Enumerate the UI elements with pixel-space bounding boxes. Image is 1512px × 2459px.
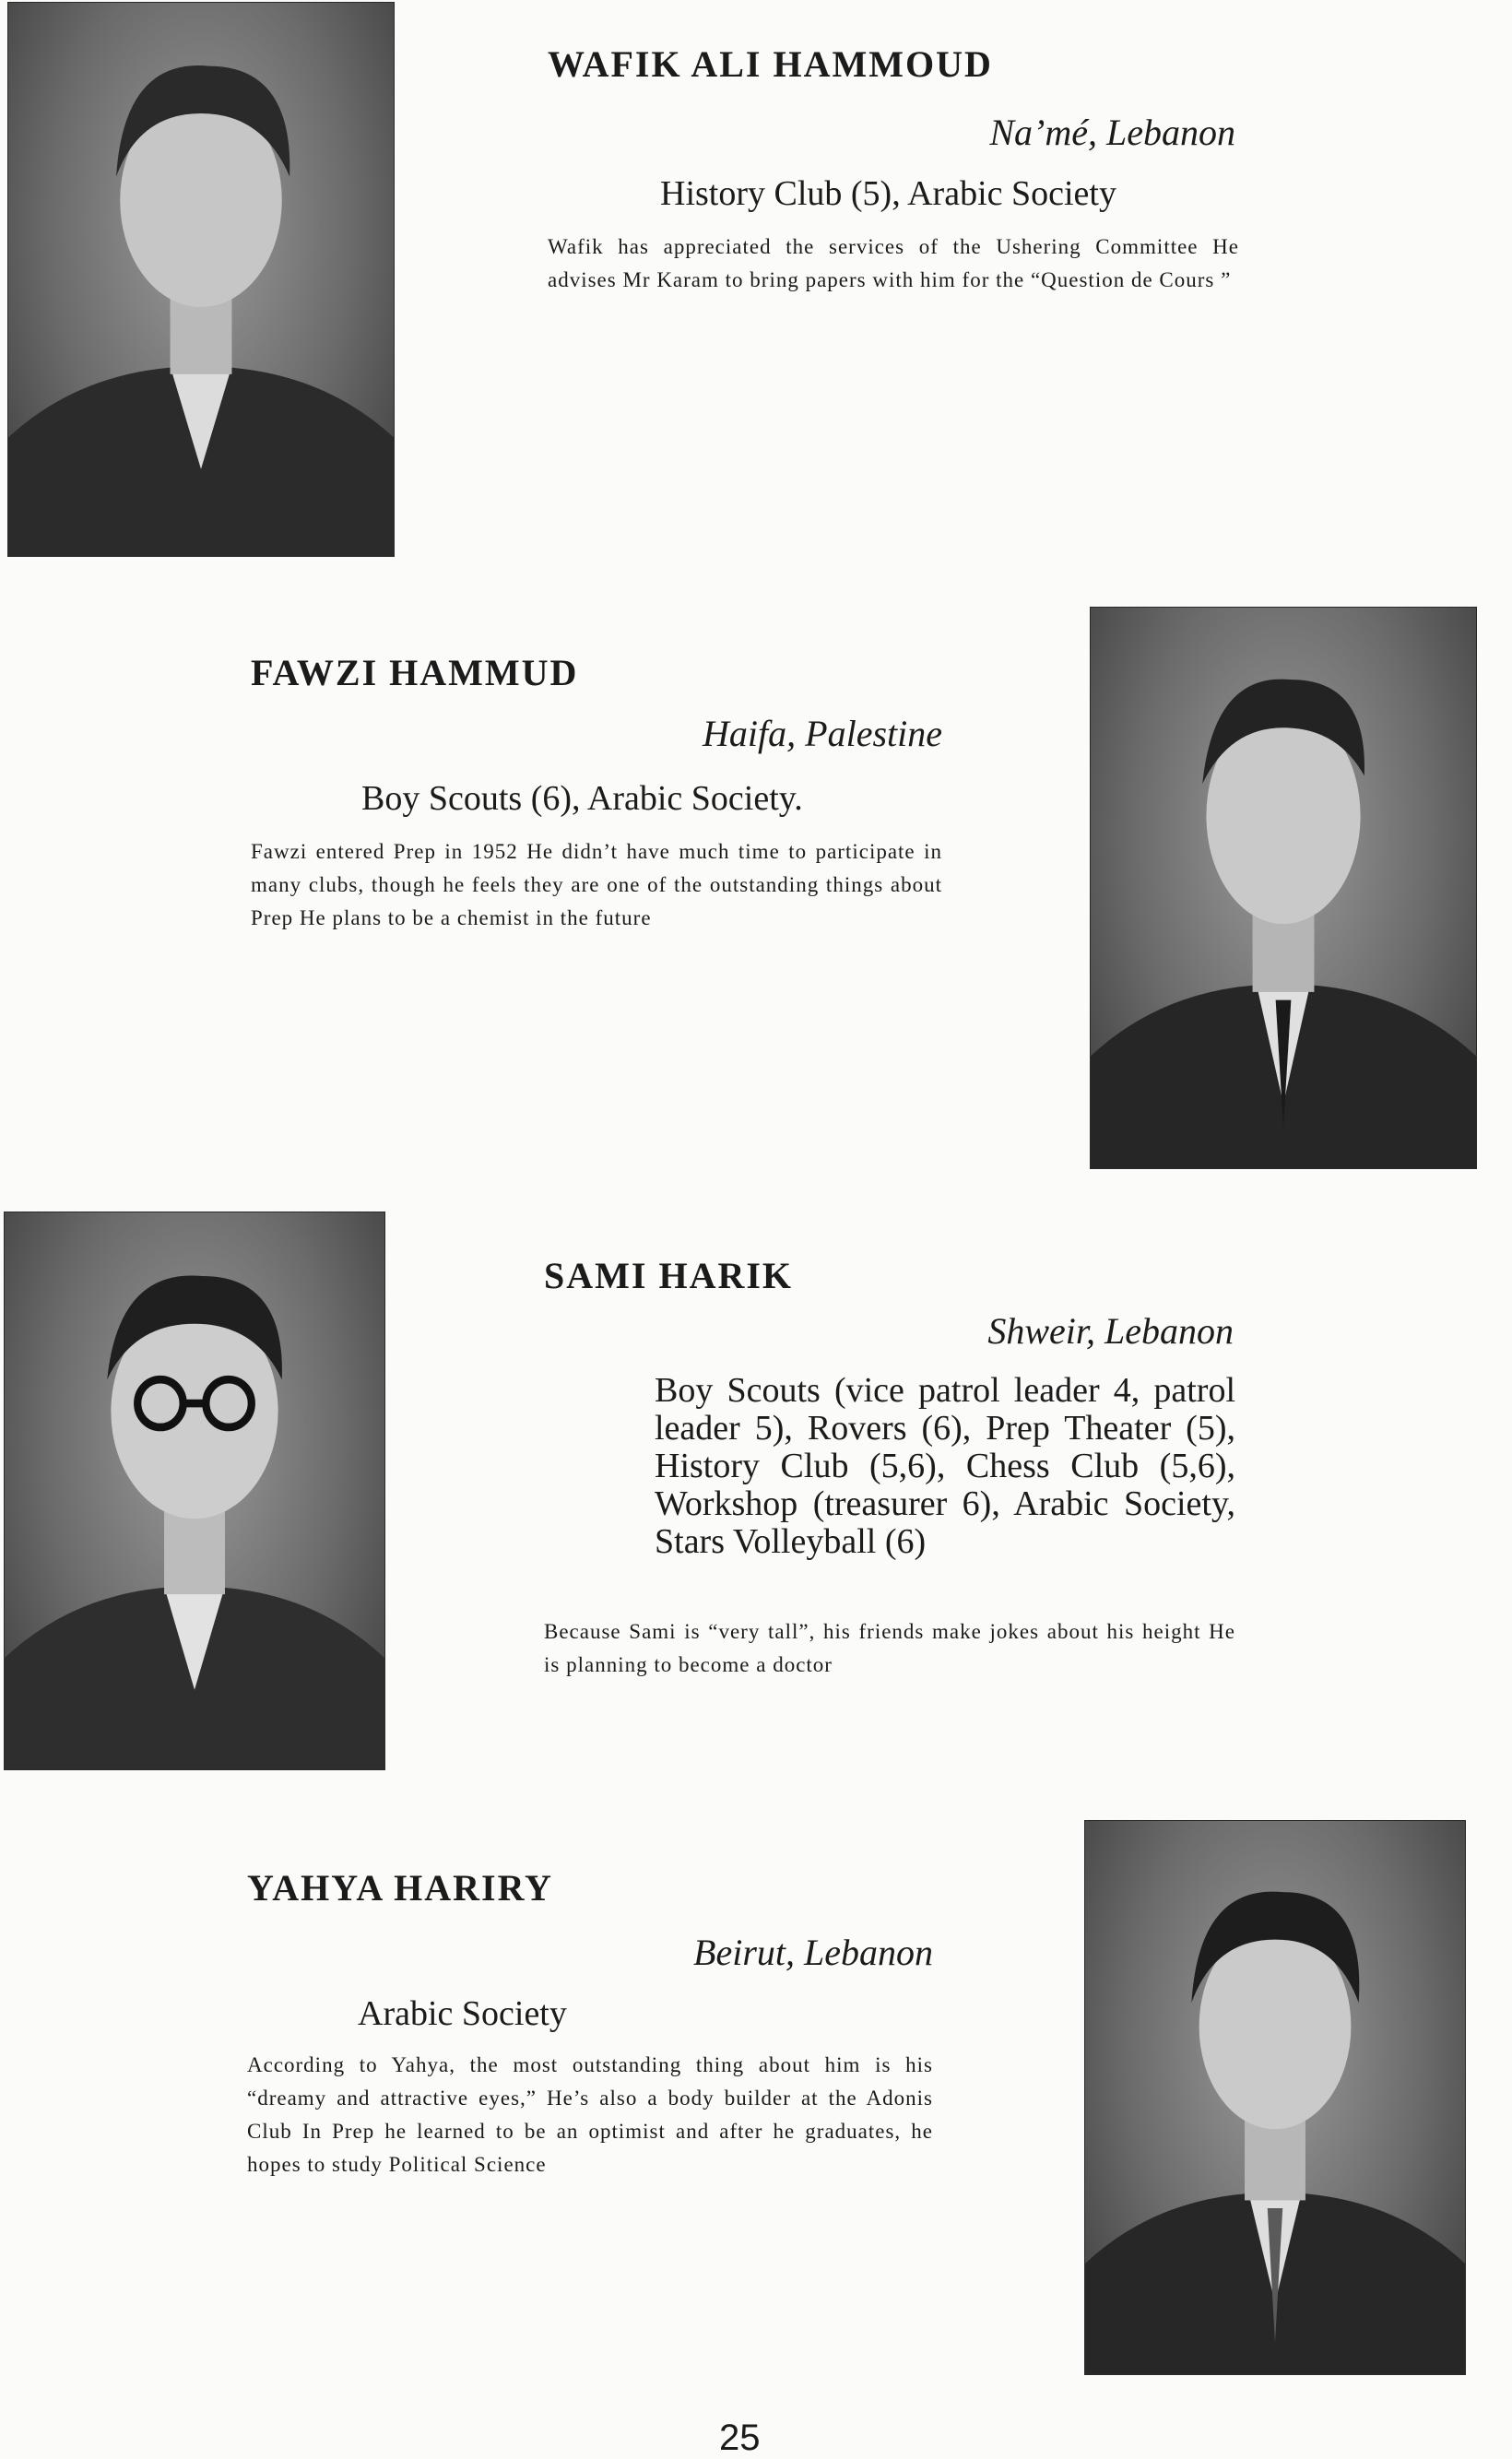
club-list: History Club (5), Arabic Society [660, 174, 1116, 213]
portrait-photo-fawzi [1090, 607, 1477, 1169]
club-list: Boy Scouts (vice patrol leader 4, patrol leader 5), Rovers (6), Prep Theater (5), History Club (5,6), Chess Club (5,6), Workshop (treasurer 6), Arabic Society, Stars Volleyball (6) [655, 1371, 1235, 1561]
student-name: FAWZI HAMMUD [251, 652, 579, 693]
club-list: Boy Scouts (6), Arabic Society. [361, 779, 803, 818]
portrait-photo-sami [4, 1212, 385, 1770]
student-bio: Because Sami is “very tall”, his friends make jokes about his height He is planning to become a doctor [544, 1620, 1235, 1676]
hometown: Beirut, Lebanon [693, 1932, 933, 1973]
portrait-photo-wafik [7, 2, 395, 557]
student-bio: According to Yahya, the most outstanding thing about him is his “dreamy and attractive eyes,” He’s also a body builder at the Adonis Club In Prep he learned to be an optimist and after he graduates, he hopes to study Political Science [247, 2053, 933, 2176]
hometown: Haifa, Palestine [703, 713, 942, 754]
page-number: 25 [719, 2418, 761, 2458]
student-name: YAHYA HARIRY [247, 1867, 553, 1909]
hometown: Shweir, Lebanon [987, 1310, 1234, 1352]
portrait-photo-yahya [1084, 1820, 1466, 2375]
student-bio: Wafik has appreciated the services of the Ushering Committee He advises Mr Karam to bring papers with him for the “Question de Cours ” [548, 235, 1239, 291]
student-name: WAFIK ALI HAMMOUD [548, 43, 993, 85]
club-list: Arabic Society [358, 1994, 567, 2033]
student-bio: Fawzi entered Prep in 1952 He didn’t have much time to participate in many clubs, though he feels they are one of the outstanding things about Prep He plans to be a chemist in the future [251, 840, 942, 929]
student-name: SAMI HARIK [544, 1255, 794, 1296]
hometown: Na’mé, Lebanon [989, 112, 1235, 153]
